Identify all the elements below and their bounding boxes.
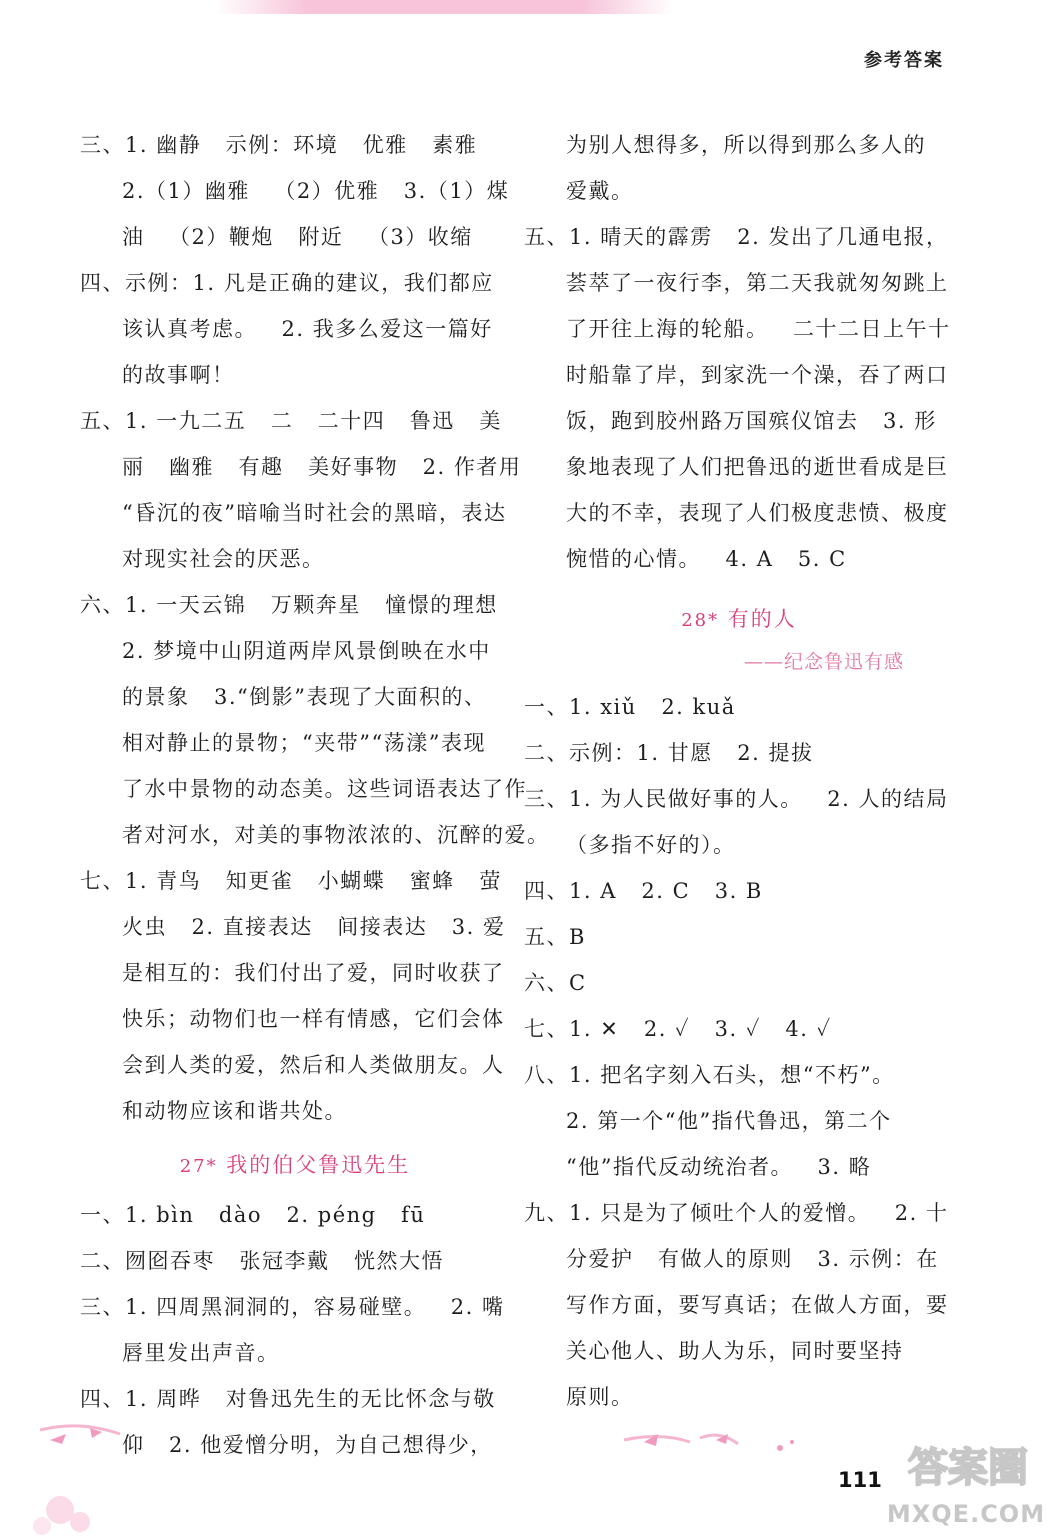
answer-line: 三、1. 为人民做好事的人。 2. 人的结局 <box>524 787 949 811</box>
answer-line: 为别人想得多，所以得到那么多人的 <box>566 133 926 157</box>
section-title-28 <box>524 596 954 642</box>
answer-line: 七、1. ✕ 2. ✓ 3. ✓ 4. ✓ <box>524 1017 832 1041</box>
right-answers-after <box>524 684 954 1420</box>
answer-line: 的故事啊！ <box>122 363 235 387</box>
section-title-text: 有的人 <box>727 607 797 631</box>
answer-line: 唇里发出声音。 <box>122 1341 280 1365</box>
answer-line: 丽 幽雅 有趣 美好事物 2. 作者用 <box>122 455 522 479</box>
answer-line: 分爱护 有做人的原则 3. 示例：在 <box>566 1247 939 1271</box>
answer-line: 六、C <box>524 971 587 995</box>
answer-line: 油 （2）鞭炮 附近 （3）收缩 <box>122 225 473 249</box>
answer-line: 是相互的：我们付出了爱，同时收获了 <box>122 961 505 985</box>
answer-line: 四、示例：1. 凡是正确的建议，我们都应 <box>80 271 494 295</box>
answer-line: 2. 梦境中山阴道两岸风景倒映在水中 <box>122 639 491 663</box>
right-answers-before <box>524 122 954 582</box>
answer-line: 了开往上海的轮船。 二十二日上午十 <box>566 317 951 341</box>
flower-decoration-right <box>620 1428 820 1468</box>
answer-line: “他”指代反动统治者。 3. 略 <box>566 1155 872 1179</box>
answer-line: 2. 第一个“他”指代鲁迅，第二个 <box>566 1109 892 1133</box>
answer-line: 快乐；动物们也一样有情感，它们会体 <box>122 1007 505 1031</box>
answer-line: 饭，跑到胶州路万国殡仪馆去 3. 形 <box>566 409 937 433</box>
section-title-27 <box>80 1142 510 1188</box>
answer-line: 和动物应该和谐共处。 <box>122 1099 347 1123</box>
answer-line: “昏沉的夜”暗喻当时社会的黑暗，表达 <box>122 501 507 525</box>
page-header-title: 参考答案 <box>864 50 944 71</box>
section-subtitle: ——纪念鲁迅有感 <box>743 651 904 673</box>
answer-line: （多指不好的）。 <box>566 833 736 857</box>
answer-line: 仰 2. 他爱憎分明，为自己想得少， <box>122 1433 493 1457</box>
section-number: 28* <box>681 610 720 631</box>
answer-line: 原则。 <box>566 1385 634 1409</box>
answer-line: 写作方面，要写真话；在做人方面，要 <box>566 1293 949 1317</box>
answer-line: 该认真考虑。 2. 我多么爱这一篇好 <box>122 317 493 341</box>
watermark-url: MXQE.COM <box>886 1500 1046 1528</box>
answer-line: 关心他人、助人为乐，同时要坚持 <box>566 1339 904 1363</box>
answer-line: 八、1. 把名字刻入石头，想“不朽”。 <box>524 1063 895 1087</box>
answer-line: 三、1. 四周黑洞洞的，容易碰壁。 2. 嘴 <box>80 1295 505 1319</box>
answer-line: 惋惜的心情。 4. A 5. C <box>566 547 847 571</box>
answer-line: 相对静止的景物；“夹带”“荡漾”表现 <box>122 731 486 755</box>
answer-line: 七、1. 青鸟 知更雀 小蝴蝶 蜜蜂 萤 <box>80 869 502 893</box>
page-number: 111 <box>838 1468 882 1492</box>
answer-line: 二、囫囵吞枣 张冠李戴 恍然大悟 <box>80 1249 445 1273</box>
answer-line: 者对河水，对美的事物浓浓的、沉醉的爱。 <box>122 823 550 847</box>
answer-line: 九、1. 只是为了倾吐个人的爱憎。 2. 十 <box>524 1201 949 1225</box>
answer-line: 荟萃了一夜行李，第二天我就匆匆跳上 <box>566 271 949 295</box>
answer-line: 火虫 2. 直接表达 间接表达 3. 爱 <box>122 915 506 939</box>
answer-line: 五、1. 一九二五 二 二十四 鲁迅 美 <box>80 409 502 433</box>
answer-line: 会到人类的爱，然后和人类做朋友。人 <box>122 1053 505 1077</box>
answer-line: 五、1. 晴天的霹雳 2. 发出了几通电报， <box>524 225 949 249</box>
answer-line: 时船靠了岸，到家洗一个澡，吞了两口 <box>566 363 949 387</box>
answer-line: 一、1. bìn dào 2. péng fū <box>80 1203 426 1227</box>
left-answers-before <box>80 122 550 1134</box>
answer-line: 大的不幸，表现了人们极度悲愤、极度 <box>566 501 949 525</box>
answer-line: 对现实社会的厌恶。 <box>122 547 325 571</box>
answer-line: 一、1. xiǔ 2. kuǎ <box>524 695 736 719</box>
answer-line: 爱戴。 <box>566 179 634 203</box>
watermark-logo-mark: 答案圈 <box>908 1445 1028 1491</box>
answer-line: 二、示例：1. 甘愿 2. 提拔 <box>524 741 814 765</box>
answer-line: 五、B <box>524 925 586 949</box>
answer-line: 象地表现了人们把鲁迅的逝世看成是巨 <box>566 455 949 479</box>
right-column <box>524 122 954 1420</box>
answer-line: 2.（1）幽雅 （2）优雅 3.（1）煤 <box>122 179 510 203</box>
section-title-text: 我的伯父鲁迅先生 <box>226 1153 411 1177</box>
answer-line: 了水中景物的动态美。这些词语表达了作 <box>122 777 527 801</box>
top-decorative-band <box>215 0 675 14</box>
watermark-logo <box>878 1436 1054 1532</box>
left-column <box>80 122 550 1468</box>
answer-line: 的景象 3.“倒影”表现了大面积的、 <box>122 685 487 709</box>
answer-line: 六、1. 一天云锦 万颗奔星 憧憬的理想 <box>80 593 498 617</box>
section-number: 27* <box>179 1156 218 1177</box>
answer-line: 三、1. 幽静 示例：环境 优雅 素雅 <box>80 133 478 157</box>
flower-decoration-left <box>20 1410 340 1536</box>
answer-line: 四、1. 周晔 对鲁迅先生的无比怀念与敬 <box>80 1387 496 1411</box>
answer-line: 四、1. A 2. C 3. B <box>524 879 763 903</box>
